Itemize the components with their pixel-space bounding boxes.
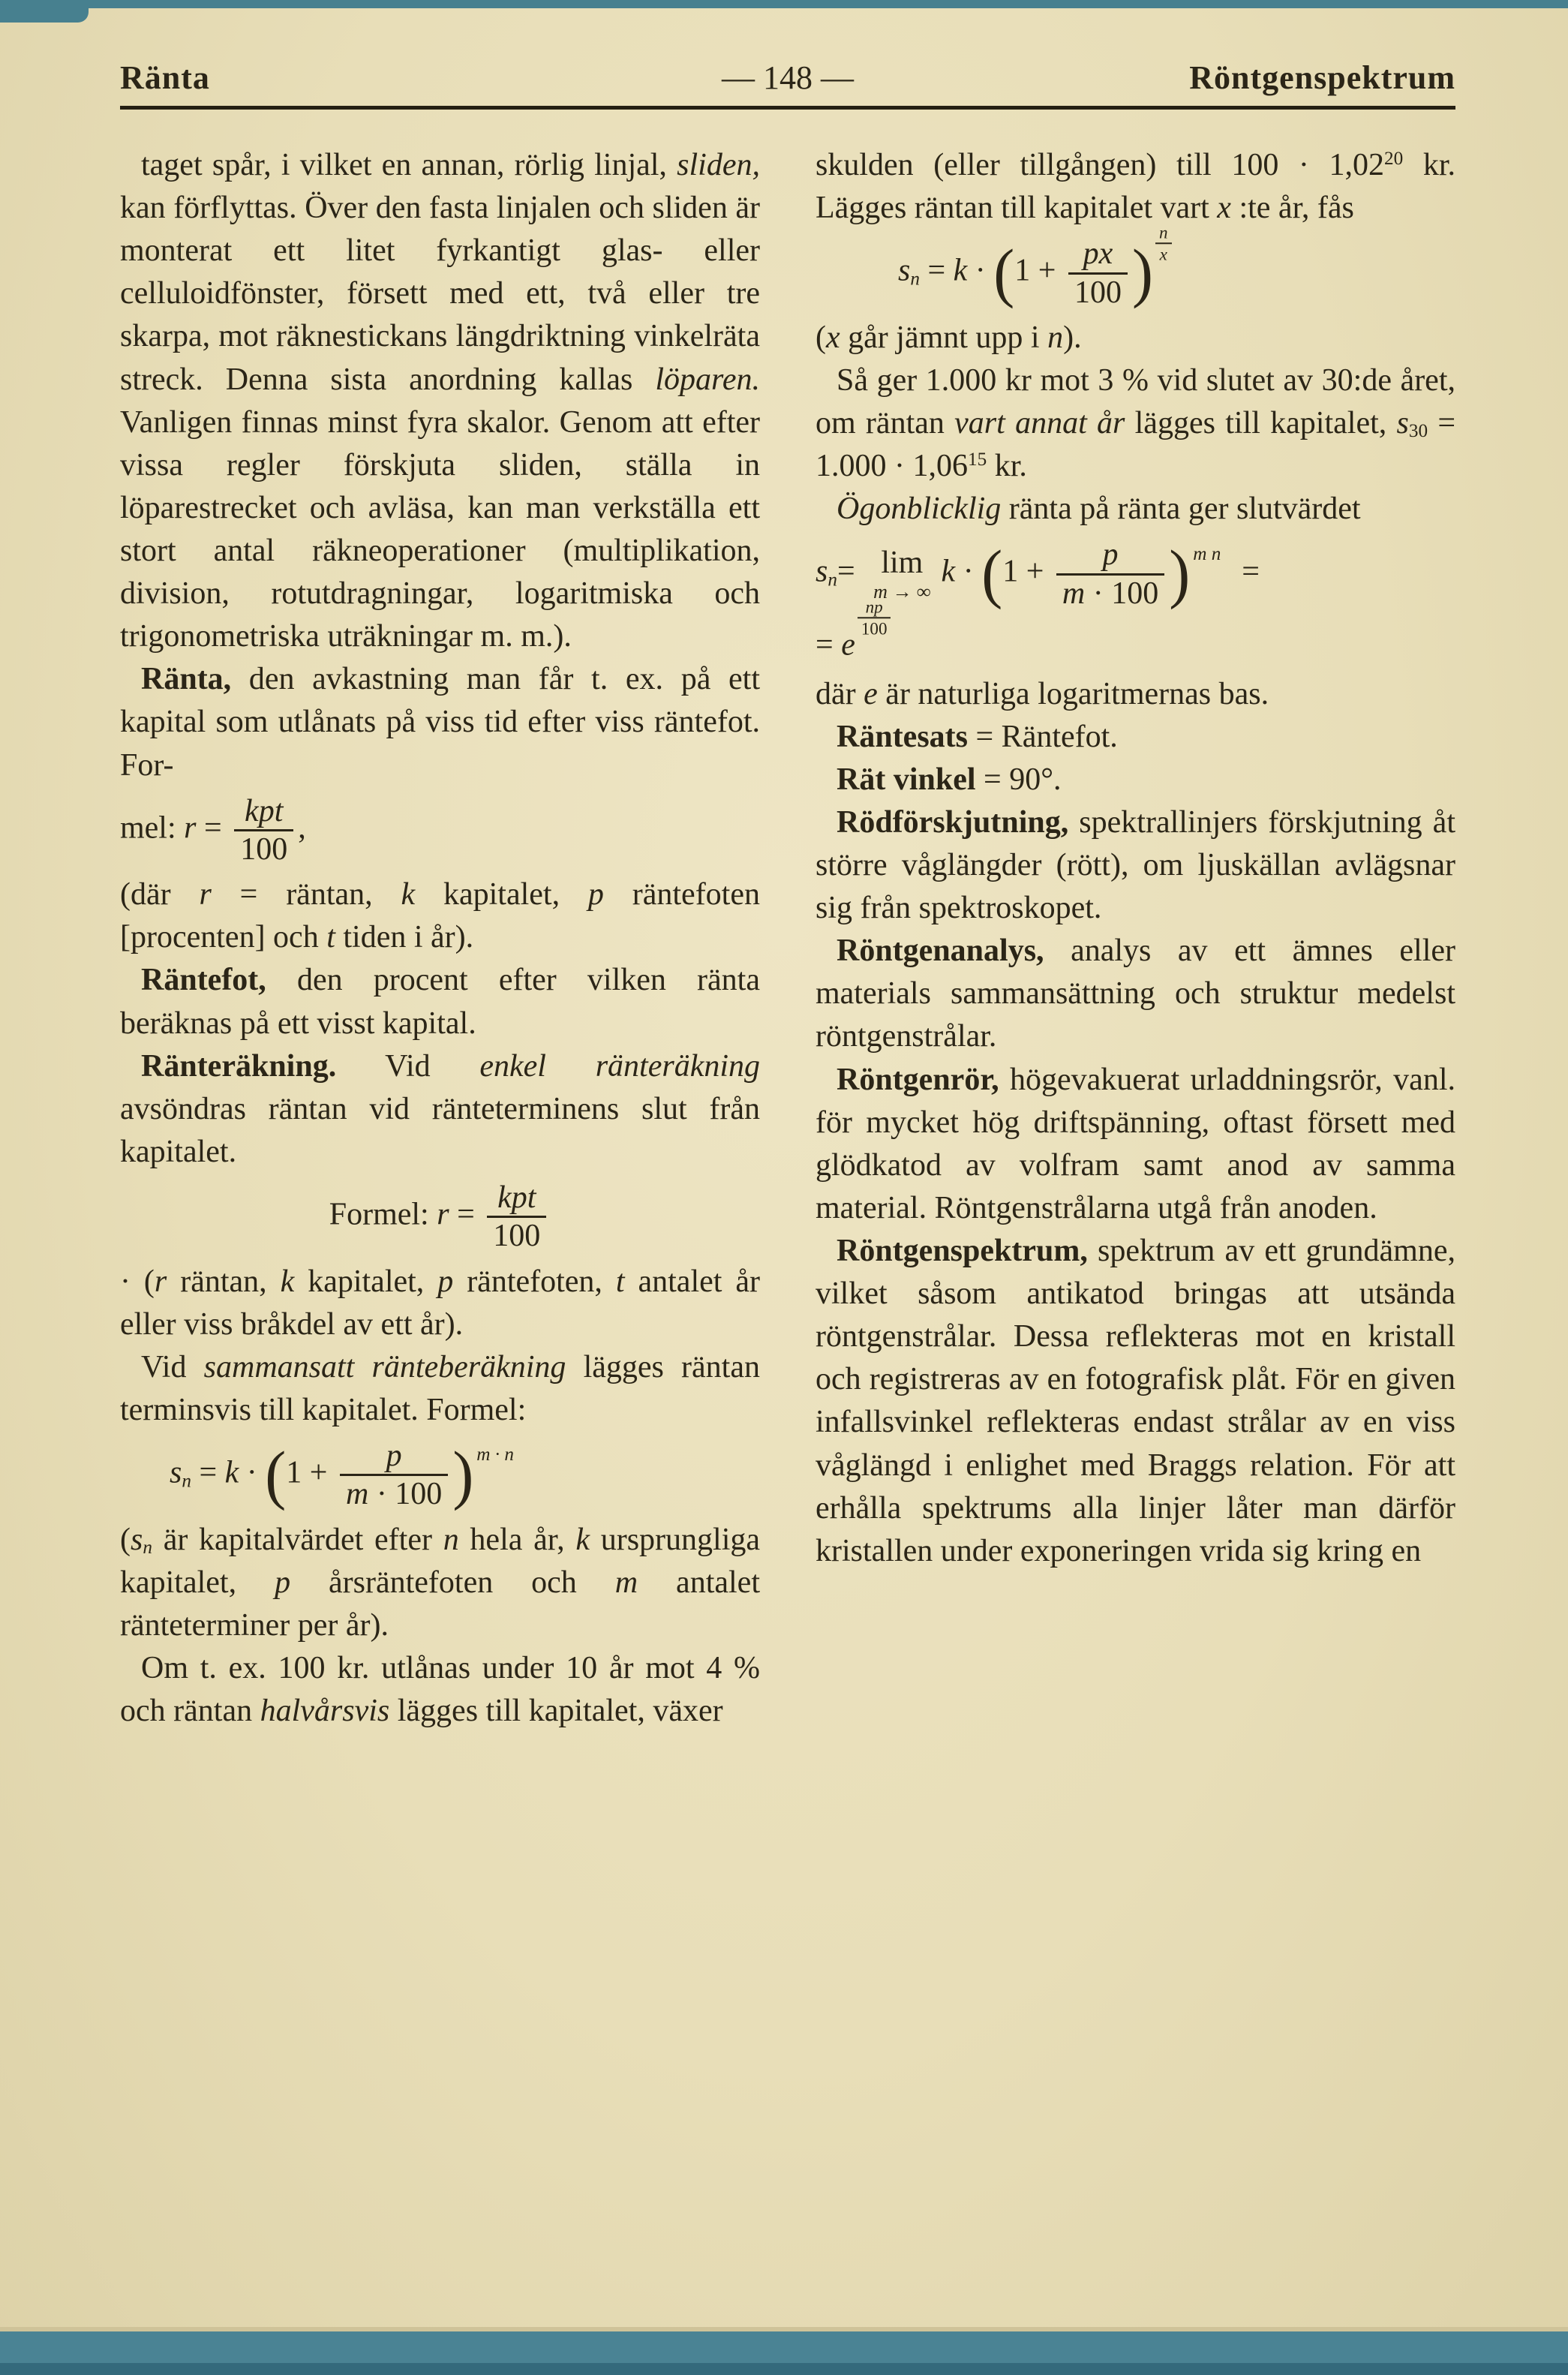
text-run: e <box>864 676 878 711</box>
text-run: k <box>280 1264 295 1299</box>
paragraph-skulden-continuation <box>816 144 1455 230</box>
fraction-numerator: px <box>1068 236 1128 274</box>
header-keyword-left: Ränta <box>120 59 210 96</box>
entry-rontgenanalys <box>816 930 1455 1058</box>
formula-label: Formel: <box>329 1197 437 1232</box>
text-run: k <box>401 877 416 912</box>
paragraph-om-tex <box>120 1647 760 1733</box>
formula-variable-r: r <box>437 1197 449 1232</box>
text-run: antalet ränteterminer per år). <box>120 1565 760 1643</box>
fraction-numerator: p <box>1056 537 1164 575</box>
text-run: antalet år eller viss bråkdel av ett år). <box>120 1264 760 1342</box>
text-run: p <box>437 1264 454 1299</box>
formula-e-np-100 <box>816 597 1455 667</box>
page-content <box>120 59 1455 1733</box>
text-run: spektrum av ett grundämne, vilket såsom antikatod bringas att utsända röntgenstrålar. Dessa reflekteras mot en kristall och registreras av en fotografisk plåt. För en given infallsvinkel reflekteras endast strålar av en viss våglängd i enlighet med Braggs relation. För att erhålla spektrums alla linjer låter man därför kristallen under exponeringen vrida sig kring en <box>816 1234 1455 1568</box>
text-run: vart annat år <box>954 406 1125 441</box>
text-run: Röntgenanalys, <box>837 933 1044 969</box>
exponent-fraction-np-100 <box>858 597 891 638</box>
text-run: p <box>275 1565 291 1600</box>
one-plus: 1 + <box>1014 253 1064 288</box>
paragraph-ranta-legend <box>120 873 760 959</box>
fraction-denominator: 100 <box>240 831 288 867</box>
fraction-p-m100 <box>1056 537 1164 612</box>
formula-ogonblicklig-ranta: sn= lim m → ∞ k · (1 + $\frac{p}{m \cdot 100}$ ) m n= <box>816 537 1260 611</box>
fraction-denominator <box>340 1476 448 1512</box>
formula-variable-k: k <box>224 1455 239 1490</box>
equals-sign: = <box>196 810 230 846</box>
entry-ranta <box>120 658 760 786</box>
page-header <box>120 59 1455 97</box>
exponent-numerator: np <box>858 597 891 618</box>
limit-label: lim <box>881 546 924 581</box>
text-run: spektrallinjers förskjutning åt större våglängder (rött), om ljuskällan avlägsnar sig från spektroskopet. <box>816 804 1455 926</box>
fraction-numerator: p <box>340 1438 448 1476</box>
one-plus: 1 + <box>286 1455 335 1490</box>
formula-variable-s: s <box>816 554 828 589</box>
text-run: ( <box>816 320 826 355</box>
text-run: är naturliga logaritmernas bas. <box>877 676 1269 711</box>
text-run: är kapitalvärdet efter <box>152 1522 443 1557</box>
text-run: Ränteräkning. <box>141 1048 337 1084</box>
text-run: n <box>143 1537 152 1558</box>
fraction-numerator: kpt <box>487 1180 546 1218</box>
text-run: analys av ett ämnes eller materials sammansättning och struktur medelst röntgenstrålar. <box>816 933 1455 1054</box>
subscript-n: n <box>182 1471 191 1492</box>
denominator-100: · 100 <box>368 1477 443 1512</box>
text-run: räntefoten [procenten] och <box>120 877 760 955</box>
text-run: den avkastning man får t. ex. på ett kapital som utlånats på viss tid efter viss räntefot. For- <box>120 662 760 783</box>
entry-rodforskjutning <box>816 801 1455 930</box>
text-run: n <box>443 1522 459 1557</box>
entry-rantesats <box>816 716 1455 759</box>
paragraph-x-gar-jamnt <box>816 317 1455 359</box>
equals-sign: = <box>449 1197 483 1232</box>
text-run: högevakuerat urladdningsrör, vanl. för mycket hög driftspänning, oftast försett med glödkatod av volfram samt anod av samma material. Röntgenstrålarna utgå från anoden. <box>816 1062 1455 1225</box>
text-run: kan förflyttas. Över den fasta linjalen och sliden är monterat ett litet fyrkantigt glas- eller celluloidfönster, försett med ett, två eller tre skarpa, mot räknestickans längdriktning vinkelräta streck. Denna sista anordning kallas <box>120 191 760 397</box>
text-run: Rödförskjutning, <box>837 804 1069 840</box>
text-run: r <box>199 877 212 912</box>
text-run: enkel ränteräkning <box>479 1048 761 1084</box>
paragraph-ogonblicklig <box>816 488 1455 531</box>
header-rule <box>120 106 1455 110</box>
paragraph-raknesticka-continuation <box>120 144 760 658</box>
multiplication-dot: · <box>967 253 994 288</box>
text-run: lägges till kapitalet, <box>1125 406 1397 441</box>
paragraph-sa-ger <box>816 359 1455 488</box>
text-run: Röntgenspektrum, <box>837 1234 1088 1269</box>
text-run: 15 <box>968 449 987 470</box>
entry-rontgenspektrum <box>816 1230 1455 1573</box>
text-run: s <box>131 1522 143 1557</box>
fraction-kpt-100 <box>487 1180 546 1255</box>
fraction-kpt-100 <box>234 793 293 868</box>
formula-enkel-ranta <box>120 1180 760 1255</box>
one-plus: 1 + <box>1002 554 1052 589</box>
text-run: lägges räntan terminsvis till kapitalet. Formel: <box>120 1349 760 1427</box>
text-run: Rät vinkel <box>837 762 976 797</box>
text-run: x <box>1217 191 1231 226</box>
text-run: r <box>154 1264 167 1299</box>
text-run: k <box>575 1522 590 1557</box>
text-run: Vid <box>141 1349 204 1384</box>
fraction-numerator: kpt <box>234 793 293 831</box>
text-run: den procent efter vilken ränta beräknas på ett visst kapital. <box>120 963 760 1041</box>
paragraph-dar-e <box>816 673 1455 716</box>
formula-xte-ar: sn = k · (1 + $\frac{px}{100}$ ) $\frac{n}{x}$ <box>816 236 1455 311</box>
text-run: m <box>614 1565 638 1600</box>
text-run: räntefoten, <box>453 1264 616 1299</box>
scan-edge-top <box>0 0 1568 8</box>
fraction-denominator <box>1056 576 1164 612</box>
text-run: Så ger 1.000 kr mot 3 % vid slutet av 30:de året, om räntan <box>816 362 1455 441</box>
equals-sign: = <box>919 253 954 288</box>
entry-rat-vinkel <box>816 759 1455 801</box>
text-run: tiden i år). <box>335 920 474 955</box>
equals-sign: = <box>816 627 842 663</box>
denominator-m: m <box>345 1477 369 1512</box>
text-run: t <box>615 1264 625 1299</box>
exponent-numerator: n <box>1155 222 1172 244</box>
text-run: (där <box>120 877 200 912</box>
text-columns <box>120 144 1455 1733</box>
limit-block <box>873 546 930 601</box>
formula-variable-s: s <box>898 253 911 288</box>
text-run: halvårsvis <box>260 1694 390 1729</box>
text-run: = Räntefot. <box>968 719 1118 754</box>
denominator-m: m <box>1062 576 1086 611</box>
scan-edge-bottom-dark <box>0 2363 1568 2375</box>
text-run: 30 <box>1408 421 1428 442</box>
page-number: — 148 — <box>722 59 854 96</box>
formula-suffix: , <box>298 810 306 846</box>
text-run: årsräntefoten och <box>290 1565 615 1600</box>
text-run: t <box>326 920 335 955</box>
text-run: ). <box>1063 320 1082 355</box>
text-run: taget spår, i vilket en annan, rörlig linjal, <box>141 148 677 182</box>
text-run: sammansatt ränteberäkning <box>203 1349 566 1384</box>
equals-sign: = <box>191 1455 225 1490</box>
formula-variable-k: k <box>941 554 956 589</box>
exponent-mn: m n <box>1193 543 1221 564</box>
entry-ranterakning <box>120 1045 760 1174</box>
text-run: :te år, fås <box>1230 191 1354 226</box>
text-run: s <box>1396 406 1409 441</box>
formula-variable-s: s <box>170 1455 182 1490</box>
text-run: ränta på ränta ger slutvärdet <box>1001 492 1361 527</box>
text-run: går jämnt upp i <box>840 320 1048 355</box>
text-run: kapitalet, <box>415 877 588 912</box>
paragraph-sammansatt-legend <box>120 1519 760 1647</box>
formula-sammansatt-ranta: sn = k · (1 + $\frac{p}{m \cdot 100}$ ) m · n <box>170 1438 514 1512</box>
paragraph-enkel-legend <box>120 1261 760 1346</box>
exponent-mn: m · n <box>476 1445 514 1466</box>
trailing-equals: = <box>1242 554 1260 589</box>
text-run: = räntan, <box>211 877 401 912</box>
multiplication-dot: · <box>955 554 982 589</box>
fraction-p-m100 <box>340 1438 448 1513</box>
header-keyword-right: Röntgenspektrum <box>1189 59 1455 96</box>
subscript-n: n <box>910 269 920 290</box>
formula-variable-e: e <box>841 627 855 663</box>
text-run: skulden (eller tillgången) till 100 · 1,02 <box>816 148 1385 182</box>
fraction-denominator: 100 <box>493 1219 541 1254</box>
limit-subscript: m → ∞ <box>873 580 931 603</box>
text-run: Röntgenrör, <box>837 1062 999 1097</box>
text-run: kapitalet, <box>294 1264 438 1299</box>
text-run: Ögonblicklig <box>837 492 1002 527</box>
text-run: x <box>826 320 840 355</box>
text-run: sliden, <box>677 148 760 182</box>
text-run: n <box>1047 320 1064 355</box>
text-run: = 1.000 · 1,06 <box>816 406 1456 484</box>
text-run: kr. Lägges räntan till kapitalet vart <box>816 148 1455 226</box>
subscript-n: n <box>828 570 837 591</box>
text-run: där <box>816 676 864 711</box>
exponent-denominator: 100 <box>861 618 888 638</box>
left-column <box>120 144 760 1733</box>
formula-variable-r: r <box>184 810 197 846</box>
text-run: Räntesats <box>837 719 968 754</box>
text-run: hela år, <box>458 1522 576 1557</box>
text-run: Vid <box>336 1048 480 1084</box>
entry-rantefot <box>120 959 760 1045</box>
scan-edge-top-left-corner <box>0 0 89 23</box>
formula-variable-k: k <box>953 253 968 288</box>
equals-sign: = <box>837 554 864 589</box>
text-run: · ( <box>120 1264 155 1299</box>
fraction-px-100 <box>1068 236 1128 311</box>
exponent-fraction-n-x <box>1155 222 1172 263</box>
formula-ranta-inline <box>120 793 760 868</box>
formula-prefix: mel: <box>120 810 185 846</box>
exponent-denominator: x <box>1159 243 1167 263</box>
text-run: ( <box>120 1522 131 1557</box>
paragraph-sammansatt <box>120 1346 760 1432</box>
text-run: Vanligen finnas minst fyra skalor. Genom att efter vissa regler förskjuta sliden, ställa in löparestrecket och avläsa, kan man verkställa ett stort antal räkneoperationer (multiplikation, division, rotutdragningar, logaritmiska och trigonometriska uträkningar m. m.). <box>120 404 760 654</box>
text-run: avsöndras räntan vid ränteterminens slut från kapitalet. <box>120 1091 760 1169</box>
text-run: = 90°. <box>975 762 1062 797</box>
text-run: Ränta, <box>141 662 232 697</box>
text-run: löparen. <box>655 362 760 397</box>
multiplication-dot: · <box>239 1455 266 1490</box>
text-run: räntan, <box>167 1264 281 1299</box>
text-run: Om t. ex. 100 kr. utlånas under 10 år mot 4 % och räntan <box>120 1650 760 1729</box>
fraction-denominator: 100 <box>1074 275 1122 310</box>
entry-rontgenror <box>816 1059 1455 1230</box>
right-column <box>816 144 1455 1733</box>
text-run: ursprungliga kapitalet, <box>120 1522 761 1600</box>
text-run: lägges till kapitalet, växer <box>389 1694 723 1729</box>
text-run: kr. <box>987 449 1027 484</box>
denominator-100: · 100 <box>1085 576 1159 611</box>
text-run: Räntefot, <box>141 963 266 998</box>
text-run: 20 <box>1384 149 1404 170</box>
text-run: p <box>587 877 604 912</box>
